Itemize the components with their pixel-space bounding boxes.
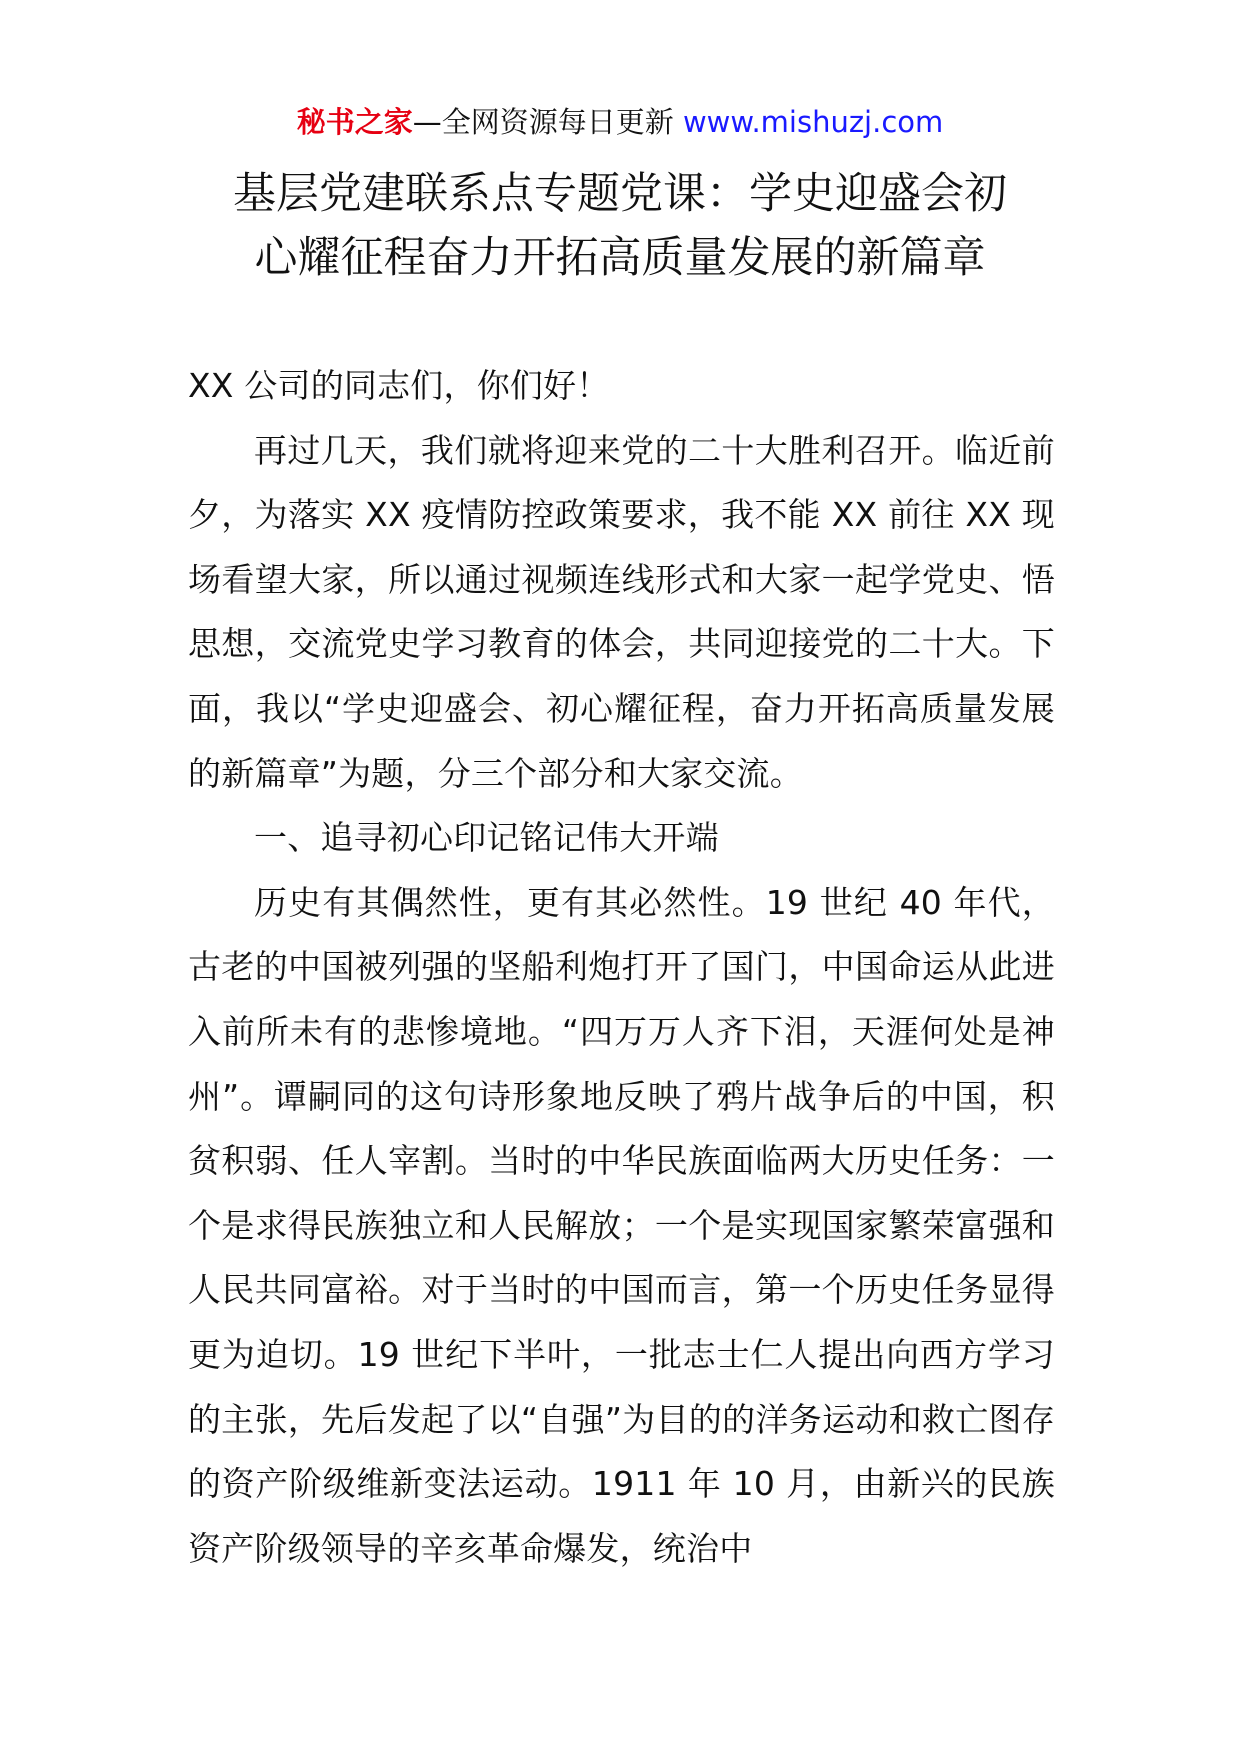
- title-line-2: 心耀征程奋力开拓高质量发展的新篇章: [254, 233, 986, 283]
- brand-name: 秘书之家: [296, 105, 413, 139]
- paragraph-intro: 再过几天，我们就将迎来党的二十大胜利召开。临近前夕，为落实 XX 疫情防控政策要求，我不能 XX 前往 XX 现场看望大家，所以通过视频连线形式和大家一起学党史、悟思想，交流党史学习教育的体会，共同迎接党的二十大。下面，我以“学史迎盛会、初心耀征程，奋力开拓高质量发展的新篇章”为题，分三个部分和大家交流。: [188, 430, 1055, 793]
- document-title: [0, 162, 1240, 290]
- watermark-header: [0, 102, 1240, 142]
- paragraph-history: 历史有其偶然性，更有其必然性。19 世纪 40 年代，古老的中国被列强的坚船利炮打开了国门，中国命运从此进入前所未有的悲惨境地。“四万万人齐下泪，天涯何处是神州”。谭嗣同的这句诗形象地反映了鸦片战争后的中国，积贫积弱、任人宰割。当时的中华民族面临两大历史任务：一个是求得民族独立和人民解放；一个是实现国家繁荣富强和人民共同富裕。对于当时的中国而言，第一个历史任务显得更为迫切。19 世纪下半叶，一批志士仁人提出向西方学习的主张，先后发起了以“自强”为目的的洋务运动和救亡图存的资产阶级维新变法运动。1911 年 10 月，由新兴的民族资产阶级领导的辛亥革命爆发，统治中: [188, 882, 1055, 1568]
- document-body: [188, 354, 1055, 1581]
- header-tagline: —全网资源每日更新: [412, 105, 683, 139]
- section-heading: 一、追寻初心印记铭记伟大开端: [254, 818, 719, 858]
- title-line-1: 基层党建联系点专题党课：学史迎盛会初: [233, 169, 1007, 219]
- website-link[interactable]: www.mishuzj.com: [682, 105, 944, 139]
- greeting: XX 公司的同志们，你们好！: [188, 366, 610, 405]
